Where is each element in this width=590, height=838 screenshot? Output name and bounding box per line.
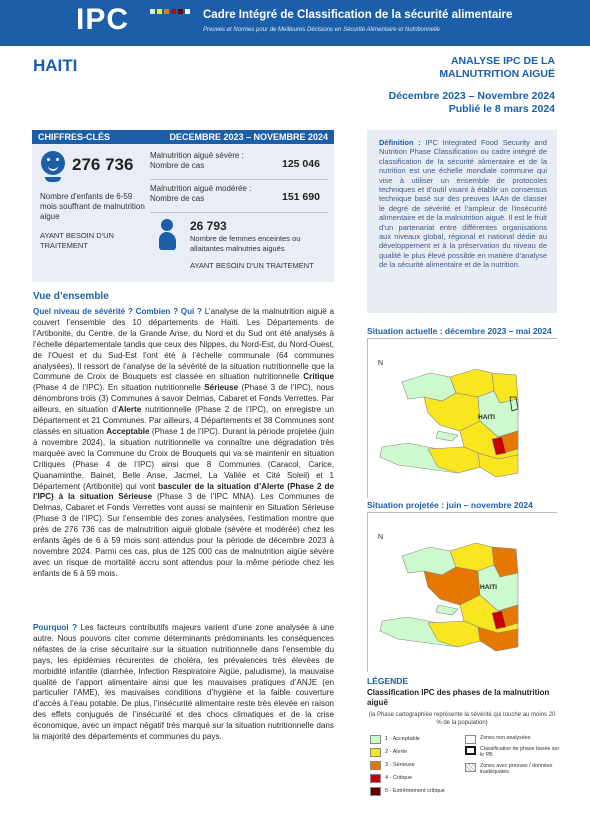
map-projected [367, 512, 557, 672]
legend-label: Zones non analysées [480, 735, 531, 741]
header-subtitle: Preuves et Normes pour de Meilleures Décisions en Sécurité Alimentaire et Nutritionnelle [203, 27, 440, 33]
text-run: (Phase 4 de l’IPC). En situation nutritionnelle [33, 383, 205, 393]
north-arrow-icon: N [378, 360, 384, 367]
key-figures-header [32, 130, 334, 144]
map-current-label: HAITI [478, 414, 495, 421]
question-label: Pourquoi ? [33, 623, 78, 632]
map-current [367, 338, 557, 498]
legend-swatch [465, 746, 476, 755]
text-run: L’analyse de la malnutrition aiguë a couvert l’ensemble des 10 départements de Haïti. Les Départements de l’Artibonite, du Centre, de la Grande Anse, du Nord et du Sud ont été analysés à l’échelle départementale tandis que ceux des Nippes, du Nord-Est, du Nord-Ouest, de l’Ouest et du Sud-Est l’ont été à l’échelle communale (64 communes analysées). Il ressort de l’analyse de la sévérité de la situation nutritionnelle que la Commune de Croix de Bouquets est classée en situation nutritionnelle [33, 307, 334, 382]
phase-alerte: Alerte [118, 405, 142, 415]
ipc-logo: IPC [76, 3, 130, 36]
question-label: Quel niveau de sévérité ? Combien ? Qui ? [33, 307, 202, 316]
moderate-label [150, 184, 251, 204]
phase-color-squares [150, 9, 196, 21]
women-total: 26 793 [190, 219, 227, 233]
phase-serieuse: Sérieuse [204, 383, 239, 393]
north-arrow-icon: N [378, 534, 384, 541]
children-total: 276 736 [72, 155, 134, 174]
legend-label: Classification de phase basée sur le PB [480, 746, 560, 759]
moderate-label-1: Malnutrition aiguë modérée : [150, 184, 252, 193]
phase-square [164, 9, 169, 14]
map-projected-svg [368, 513, 558, 673]
severe-label-1: Malnutrition aiguë sévère : [150, 151, 244, 160]
legend-label: Zones avec preuves / données inadéquates [480, 763, 553, 776]
map-projected-title: Situation projetée : juin – novembre 2024 [367, 500, 533, 510]
phase-square [185, 9, 190, 14]
severe-value: 125 046 [282, 158, 320, 170]
country-title: HAITI [33, 56, 78, 75]
legend-swatch [370, 761, 381, 770]
phase-square [171, 9, 176, 14]
legend-swatch [370, 735, 381, 744]
pregnant-woman-icon-body [159, 232, 176, 250]
text-run: nutritionnelle (Phase 2 de l’IPC), on enregistre un Département et 21 Communes. Par ailleurs, 4 Départements et 38 Communes sont classés en situation [33, 405, 334, 436]
key-figures-label: CHIFFRES-CLÉS [38, 132, 110, 142]
legend-swatch [370, 774, 381, 783]
phase-square [178, 9, 183, 14]
emphasis: basculer de la situation d’Alerte (Phase 2 de l’IPC) à la situation Sérieuse [33, 481, 335, 502]
children-label: Nombre d'enfants de 6-59 mois souffrant de malnutrition aigue [40, 192, 145, 221]
legend-subtitle: Classification IPC des phases de la malnutrition aiguë [367, 688, 550, 707]
legend-swatch [465, 735, 476, 744]
definition-text: IPC Integrated Food Security and Nutrition Phase Classification ou cadre intégré de classification de la sécurité alimentaire et de la nutrition est une échelle mondiale commune qui vise à utiliser un ensemble de protocoles techniques et d’outil visant à établir un consensus technique basé sur des preuves IAAn de classer le degré de sévérité et l’ampleur de l’insécurité alimentaire et de la malnutrition aiguë. Il est le fruit d’un partenariat entre différentes organisations aux niveaux global, régional et national dédié au développement et à la préservation du niveau de qualité le plus élevé possible en matière d’analyse de la sécurité alimentaire et de la nutrition. [379, 138, 547, 270]
divider [150, 212, 328, 213]
legend-label: 1 - Acceptable [385, 736, 420, 742]
phase-square [150, 9, 155, 14]
children-need: AYANT BESOIN D'UN TRAITEMENT [40, 231, 114, 250]
child-icon [41, 151, 65, 175]
phase-square [157, 9, 162, 14]
report-period: Décembre 2023 – Novembre 2024 [388, 90, 555, 102]
definition-box [367, 130, 557, 313]
report-title [439, 55, 555, 81]
map-current-svg [368, 339, 558, 499]
women-need: AYANT BESOIN D'UN TRAITEMENT [190, 261, 314, 270]
text-run: (Phase 3 de l’IPC), nous dénombrons trois (3) Communes à savoir Delmas, Cabaret et Fonds Verrettes. Par ailleurs, en situation d’ [33, 383, 334, 415]
phase-acceptable: Acceptable [106, 426, 150, 436]
pregnant-woman-icon [161, 219, 173, 231]
overview-paragraph-2 [33, 623, 334, 743]
header-band [0, 0, 590, 46]
map-projected-label: HAITI [480, 584, 497, 591]
report-title-line1: ANALYSE IPC DE LA [450, 55, 555, 67]
overview-heading: Vue d’ensemble [33, 291, 109, 302]
text-run: (Phase 3 de l’IPC MNA). Les Communes de Delmas, Cabaret et Fonds Verrettes vont aussi se maintenir en Situation Sérieuse (Phase 3 de l’IPC). Sur l’ensemble des zones analysées, l’estimation montre que près de 276 736 cas de malnutrition aiguë globale (sévère et modérée) chez les enfants âgés de 6 à 59 mois sont attendus pour la période de décembre 2023 à novembre 2024. Parmi ces cas, plus de 125 000 cas de malnutrition aigüe sévère avec un risque de mortalité accru sont attendus pour la même période chez les enfants de 6 à 59 mois. [33, 492, 334, 578]
report-dates [389, 90, 555, 116]
text-run: Les facteurs contributifs majeurs varient d’une zone analysée à une autre. Nous pouvons citer comme déterminants prédominants les conséquences néfastes de la crise sécuritaire sur la situation nutritionnelle dans l’ensemble du pays, les épidémies récurentes de choléra, les prévalences très élevées de morbidité infantile (diarrhée, Infection Respiratoire Aigüe, paludisme), la mauvaise qualité de l’apport alimentaire ainsi que les mauvaises pratiques d’ANJE (en particulier l’AME), les mauvaises conditions d’hygiène et la faible couverture d’accès à l’eau potable. De plus, l’insécurité alimentaire reste très élevée en raison des effets conjugués de l’insécurité et des chocs climatiques et de la crise économique, avec un impact négatif très marqué sur la situation nutritionnelle dans la majorité des départements et communes du pays. [33, 623, 334, 742]
moderate-label-2: Nombre de cas [150, 194, 205, 203]
key-figures-box [32, 130, 334, 282]
legend-heading: LÉGENDE [367, 676, 409, 686]
legend-swatch [370, 787, 381, 796]
report-published: Publié le 8 mars 2024 [448, 103, 555, 115]
legend-label: 2 - Alerte [385, 749, 408, 755]
legend-swatch [465, 763, 476, 772]
legend-label: 4 - Critique [385, 775, 412, 781]
women-label: Nombre de femmes enceintes ou allaitantes malnutries aiguës [190, 234, 301, 253]
definition-label: Définition : [379, 138, 421, 147]
phase-critique: Critique [303, 372, 334, 382]
divider [150, 179, 328, 180]
key-figures-period: DECEMBRE 2023 – NOVEMBRE 2024 [169, 132, 328, 142]
severe-label-2: Nombre de cas [150, 161, 205, 170]
legend-label: 3 - Sérieuse [385, 762, 415, 768]
legend-swatch [370, 748, 381, 757]
text-run: (Phase 1 de l’IPC). Durant la période projetée (juin à novembre 2024), la situation nutritionnelle va connaître une dégradation très marquée avec la Commune du Croix de Bouquets qui va se maintenir en situation Critiques (Phase 4 de l’IPC) ainsi que 8 Communes (Caracol, Carice, Quanaminthe, Bainet, Belle Anse, Jacmel, La Vallée et Cité Soleil) et 1 Département (Artibonite) qui vont [33, 426, 334, 491]
severe-label [150, 151, 244, 171]
report-title-line2: MALNUTRITION AIGUË [439, 68, 555, 80]
legend-label: 5 - Extrêmement critique [385, 788, 445, 794]
header-title: Cadre Intégré de Classification de la sécurité alimentaire [203, 9, 513, 21]
moderate-value: 151 690 [282, 191, 320, 203]
bowl-icon [45, 177, 61, 182]
legend-note: (la Phase cartographiée représente la sévérité qui touche au moins 20 % de la population) [368, 712, 556, 726]
overview-paragraph-1 [33, 307, 334, 580]
map-current-title: Situation actuelle : décembre 2023 – mai 2024 [367, 326, 552, 336]
